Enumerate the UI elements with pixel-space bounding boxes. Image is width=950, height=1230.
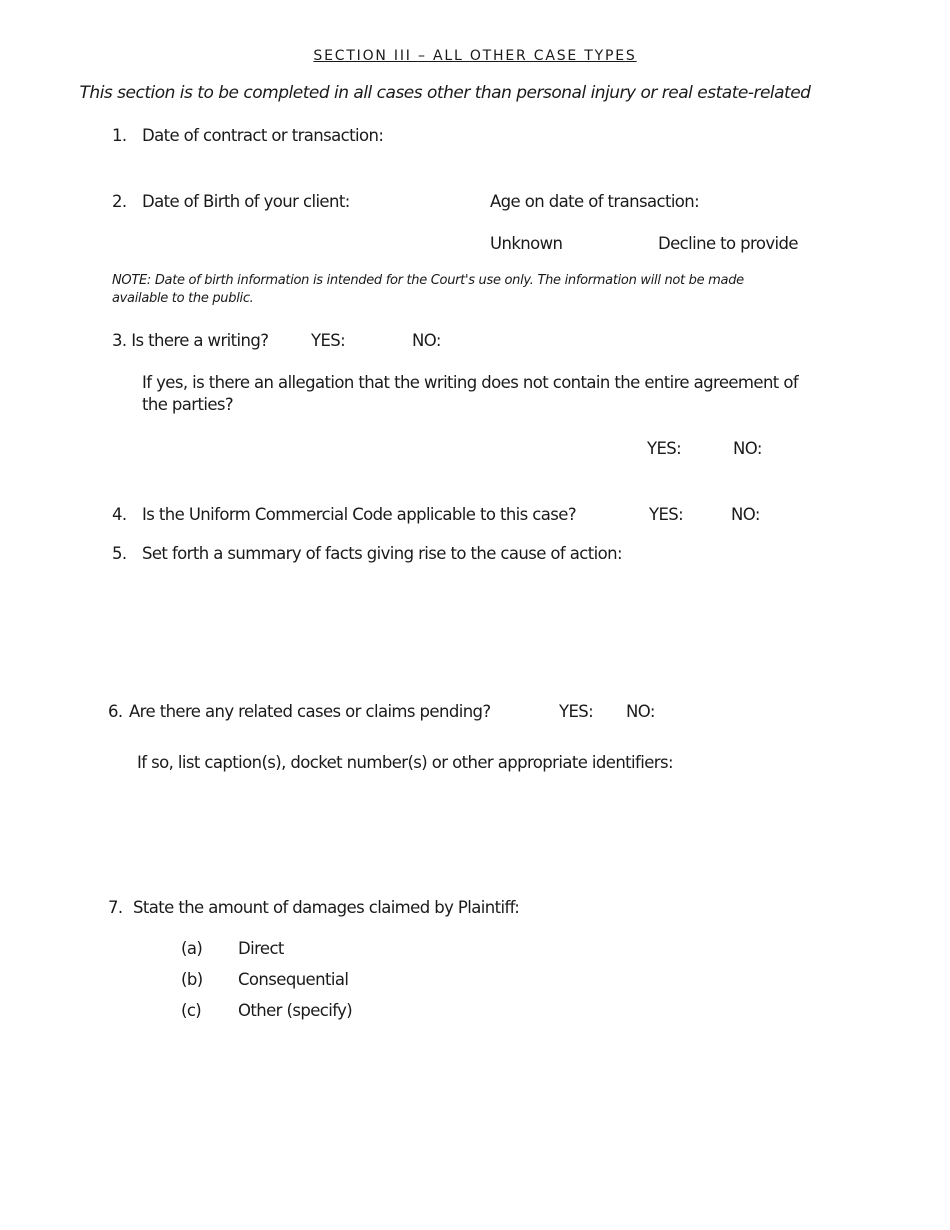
q7-item-letter: (a) — [181, 939, 203, 958]
q2-option-unknown: Unknown — [490, 234, 563, 253]
q4-label: Is the Uniform Commercial Code applicable to this case? — [142, 505, 576, 524]
q3-yes: YES: — [311, 331, 346, 350]
q7-item-letter: (c) — [181, 1001, 202, 1020]
q6-followup: If so, list caption(s), docket number(s) or other appropriate identifiers: — [137, 753, 673, 772]
q3-followup-yes: YES: — [647, 439, 682, 458]
q7-item-label: Direct — [238, 939, 284, 958]
section-subtitle: This section is to be completed in all cases other than personal injury or real estate-related — [79, 83, 811, 103]
q7-item-label: Consequential — [238, 970, 349, 989]
q6-number: 6. — [108, 702, 123, 721]
q7-item-letter: (b) — [181, 970, 203, 989]
q4-no: NO: — [731, 505, 760, 524]
q3-label: 3. Is there a writing? — [112, 331, 269, 350]
q7-number: 7. — [108, 898, 123, 917]
q4-yes: YES: — [649, 505, 684, 524]
q5-label: Set forth a summary of facts giving rise to the cause of action: — [142, 544, 622, 563]
q7-label: State the amount of damages claimed by Plaintiff: — [133, 898, 520, 917]
q3-followup: If yes, is there an allegation that the writing does not contain the entire agreement of the parties? — [142, 373, 799, 415]
q3-no: NO: — [412, 331, 441, 350]
q1-number: 1. — [112, 126, 127, 145]
q7-item-label: Other (specify) — [238, 1001, 353, 1020]
q2-age-label: Age on date of transaction: — [490, 192, 700, 211]
q2-number: 2. — [112, 192, 127, 211]
q6-yes: YES: — [559, 702, 594, 721]
dob-note: NOTE: Date of birth information is intended for the Court's use only. The information will not be made available to the public. — [112, 273, 744, 307]
q2-option-decline: Decline to provide — [658, 234, 798, 253]
q4-number: 4. — [112, 505, 127, 524]
q6-label: Are there any related cases or claims pending? — [129, 702, 491, 721]
q3-followup-no: NO: — [733, 439, 762, 458]
section-title: SECTION III – ALL OTHER CASE TYPES — [313, 48, 637, 64]
q2-label: Date of Birth of your client: — [142, 192, 350, 211]
q6-no: NO: — [626, 702, 655, 721]
q5-number: 5. — [112, 544, 127, 563]
q1-label: Date of contract or transaction: — [142, 126, 384, 145]
